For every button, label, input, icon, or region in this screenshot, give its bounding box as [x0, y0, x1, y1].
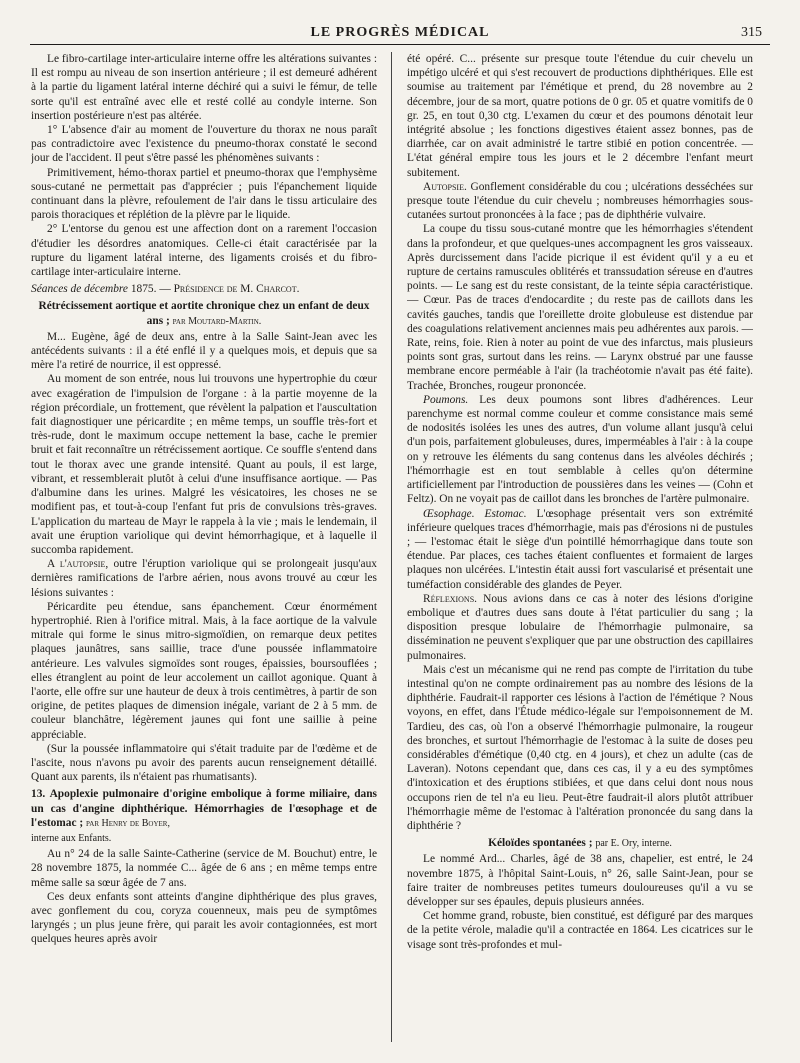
paragraph-text: L'œsophage présentait vers son extrémité inférieure quelques traces d'hémorrhagie, mais pas d'érosions ni de pustules ; — l'estomac était le siège d'un pointillé hémorrhagique dans toute son étendue. Par places, ces taches étaient confluentes et formaient de larges plaques non ulcérées. L'intestin était aussi fort vascularisé et présentait une tuméfaction considérable des glandes de Peyer.: [407, 507, 753, 591]
session-line: [31, 282, 377, 296]
paragraph: M... Eugène, âgé de deux ans, entre à la Salle Saint-Jean avec les antécédents suivants : il a été enflé il y a quelques mois, et depuis que sa mère l'a retiré de nourrice, il est oppressé.: [31, 330, 377, 372]
article-heading: [31, 787, 377, 846]
paragraph: été opéré. C... présente sur presque toute l'étendue du cuir chevelu un impétigo ulcéré et qui s'est recouvert de productions diphthériques. Elle est soumise au traitement par l'émétique et prend, du 28 novembre au 2 décembre, jour de sa mort, quatre potions de 0 gr. 05 et quatre vomitifs de 0 gr. 25, en tout 0,30 ctg. L'examen du cœur et des poumons dénotait leur intégrité absolue ; les fonctions digestives étaient assez bonnes, pas de diarrhée, car on avait administré le tartre stibié en potion concentrée. — L'état général empire tous les jours et le 2 décembre l'enfant meurt subitement.: [407, 53, 753, 179]
section-label: Réflexions.: [423, 592, 477, 605]
article-title: Kéloïdes spontanées ;: [488, 837, 593, 850]
paragraph: Primitivement, hémo-thorax partiel et pneumo-thorax que l'emphysème sous-cutané ne permettait pas d'apprécier ; puis l'épanchement liquide continuant dans la plèvre, refoulement de l'air dans le tissu articulaire des parois thoraciques et réplétion de la plèvre par le liquide.: [31, 166, 377, 222]
article-heading: [407, 836, 753, 851]
section-label: A l'autopsie: [47, 558, 106, 571]
article-author: par Henry de Boyer,: [86, 817, 170, 829]
paragraph: Ces deux enfants sont atteints d'angine diphthérique des plus graves, avec gonflement du cou, coryza couenneux, mais peu de symptômes laryngés ; un plus jeune frère, qui parait les avoir contagionnées, est mort quelques heures après avoir: [31, 890, 377, 946]
paragraph: [407, 393, 753, 507]
session-year: 1875.: [130, 283, 157, 296]
paragraph: Au n° 24 de la salle Sainte-Catherine (service de M. Bouchut) entre, le 28 novembre 1875, la nommée C... âgée de 6 ans ; en même temps entre même salle sa sœur âgée de 7 ans.: [31, 848, 377, 889]
session-label: Séances de décembre: [31, 283, 128, 296]
paragraph-text: Gonflement considérable du cou ; ulcérations desséchées sur presque toute l'étendue du cuir chevelu ; nombreuses hémorrhagies sous-cutanées surtout prononcées à la face ; pas de diphthérie vulvaire.: [407, 180, 753, 222]
article-title: Apoplexie pulmonaire d'origine embolique à forme miliaire, dans un cas d'angine diphthérique. Hémorrhagies de l'œsophage et de l'estomac ;: [31, 788, 377, 829]
session-presidency: — Présidence de M. Charcot.: [159, 283, 300, 296]
paragraph: La coupe du tissu sous-cutané montre que les hémorrhagies s'étendent dans la profondeur, et que quelques-unes accompagnent les gros vaisseaux. Après durcissement dans l'acide picrique il est évident qu'il y a eu et rupture de certains ramuscules oblitérés et transsudation séreuse en d'autres points. — Le sang est du reste consistant, de la teinte sépia caractéristique. — Cœur. Pas de traces d'endocardite ; du reste pas de caillots dans les cavités gauches, tandis que l'oreillette droite globuleuse est distendue par des coagulations relativement anciennes mais peu adhérentes aux parois. — Rate, reins, foie. Rien à noter au point de vue des infarctus, mais plusieurs points sont gras, surtout dans les reins. — Larynx obstrué par une fausse membrane encore perméable à l'air (la trachéotomie n'avait pas été faite). Trachée, Bronches, rougeur prononcée.: [407, 223, 753, 392]
right-column: [407, 52, 753, 1052]
article-heading: [31, 299, 377, 328]
section-label: Autopsie.: [423, 180, 467, 193]
column-divider: [391, 52, 392, 1042]
article-author: par E. Ory, interne.: [595, 838, 672, 850]
paragraph: 2° L'entorse du genou est une affection dont on a rarement l'occasion d'étudier les désordres anatomiques. Celle-ci était caractérisée par la rupture du ligament latéral interne, des ligaments croisés et du fibro-cartilage inter-articulaire interne.: [31, 223, 377, 279]
article-author: par Moutard-Martin.: [172, 315, 262, 327]
paragraph: [407, 180, 753, 223]
paragraph: [407, 507, 753, 592]
paragraph-text: , outre l'éruption variolique qui se prolongeait jusqu'aux dernières ramifications de l'arbre aérien, nous avons trouvé au cœur les lésions suivantes :: [31, 558, 377, 599]
paragraph: Au moment de son entrée, nous lui trouvons une hypertrophie du cœur avec exagération de l'impulsion de l'organe : à la partie moyenne de la région précordiale, un frottement, que révèlent la palpation et l'auscultation fait diagnostiquer une péricardite ; en même temps, un souffle très-fort et très-rude, dont le maximum occupe nettement la base, cache le premier bruit et fait reconnaître un rétrécissement aortique. Ce souffle s'entend dans tout le thorax avec une grande intensité. Quant au pouls, il est large, vibrant, et ressemblerait plutôt à celui d'une insuffisance aortique. — Pas d'albumine dans les urines. Malgré les vésicatoires, les choses ne se modifient pas, et tout-à-coup l'enfant fut pris de convulsions très-graves. L'application du marteau de Mayr le rappela à la vie ; mais le lendemain, il avait une éruption variolique qui devint hémorrhagique, et à laquelle il succomba rapidement.: [31, 373, 377, 556]
paragraph: Le fibro-cartilage inter-articulaire interne offre les altérations suivantes : Il est rompu au niveau de son insertion antérieure ; il est demeuré adhérent à la partie du ligament latéral interne déchiré qui a suivi le fémur, de telle sorte qu'il est entraîné avec elle et resté collé au condyle interne. Son insertion postérieure n'est pas altérée.: [31, 53, 377, 122]
page-number: 315: [741, 25, 762, 40]
paragraph: Mais c'est un mécanisme qui ne rend pas compte de l'irritation du tube intestinal qu'on ne compte ordinairement pas au nombre des lésions de la diphthérie. Faudrait-il rapporter ces lésions à l'action de l'émétique ? Nous voyons, en effet, dans l'Étude médico-légale sur l'empoisonnement de M. Tardieu, des cas, où l'on a observé l'hémorrhagie pulmonaire, la rougeur des bronches, et surtout l'hémorrhagie de l'estomac à la suite de doses peu considérables d'émétique (0,40 ctg. en 4 jours), et chez un adulte (cas de Laveran). Notons cependant que, dans ces cas, il y a eu des symptômes d'intoxication et des éruptions stibiées, et que dans celui dont nous nous occupons rien de tel n'a eu lieu. Peut-être faudrait-il alors plutôt attribuer l'hémorrhagie même de l'estomac à l'altération prononcée du sang dans la diphthérie ?: [407, 663, 753, 832]
paragraph: 1° L'absence d'air au moment de l'ouverture du thorax ne nous paraît pas contradictoire avec l'existence du pneumo-thorax constaté le second jour de l'accident. Il peut s'être passé les phénomènes suivants :: [31, 124, 377, 165]
journal-title: LE PROGRÈS MÉDICAL: [310, 25, 490, 40]
left-column: [31, 52, 377, 1052]
paragraph-text: Nous avions dans ce cas à noter des lésions d'origine embolique et d'autres dues sans doute à l'état particulier du sang ; la disposition presque lobulaire de l'hémorrhagie pulmonaire, sa dissémination ne peuvent s'expliquer que par une obstruction des capillaires pulmonaires.: [407, 592, 753, 662]
article-author-role: interne aux Enfants.: [31, 832, 112, 844]
section-label: Poumons.: [423, 393, 469, 406]
section-label: Œsophage. Estomac.: [423, 507, 527, 520]
paragraph: Péricardite peu étendue, sans épanchement. Cœur énormément hypertrophié. Rien à l'orifice mitral. Mais, à la face aortique de la valvule mitrale qui forme le sinus mitro-sigmoïdien, on remarque deux petites plaques jaunâtres, sans saillie, trace d'une poussée inflammatoire antérieure. Les valvules sigmoïdes sont rouges, épaissies, boursouflées ; elles étranglent au point de leur accolement un caillot agonique. Quant à l'aorte, elle offre sur une hauteur de deux à trois centimètres, à partir de son origine, de petites plaques de dimension inégale, variant de 2 à 5 mm. de couleur blanchâtre, légèrement jaunes qui font une saillie à peine appréciable.: [31, 600, 377, 741]
running-header: [30, 22, 770, 45]
paragraph: Le nommé Ard... Charles, âgé de 38 ans, chapelier, est entré, le 24 novembre 1875, à l'hôpital Saint-Louis, n° 26, salle Saint-Jean, pour se faire traiter de nombreuses petites tumeurs douloureuses qu'il a vu se développer sur ses épaules, depuis plusieurs années.: [407, 853, 753, 908]
paragraph: [31, 557, 377, 600]
paragraph: Cet homme grand, robuste, bien constitué, est défiguré par des marques de la petite vérole, maladie qu'il a contractée en 1864. Les cicatrices sur le visage sont très-profondes et mul-: [407, 910, 753, 951]
paragraph: [407, 592, 753, 663]
paragraph: (Sur la poussée inflammatoire qui s'était traduite par de l'œdème et de l'ascite, nous n'avons pu avoir des parents aucun renseignement détaillé. Quant aux parents, ils n'étaient pas rhumatisants).: [31, 742, 377, 784]
paragraph-text: Les deux poumons sont libres d'adhérences. Leur parenchyme est normal comme couleur et comme consistance mais semé de nodosités isolées les unes des autres, d'un volume allant jusqu'à celui d'un pois, parfaitement globuleuses, dures, imperméables à l'air : à la coupe on y retrouve les éléments du sang contenus dans les alvéoles déchirés ; l'hémorrhagie est en tout semblable à celles qu'on détermine artificiellement par l'introduction de poussières dans les veines — (Cohn et Feltz). On ne voyait pas de caillot dans les bronches de l'artère pulmonaire.: [407, 393, 753, 506]
article-number: 13.: [31, 788, 46, 801]
article-title: Rétrécissement aortique et aortite chronique chez un enfant de deux ans ;: [38, 300, 370, 327]
